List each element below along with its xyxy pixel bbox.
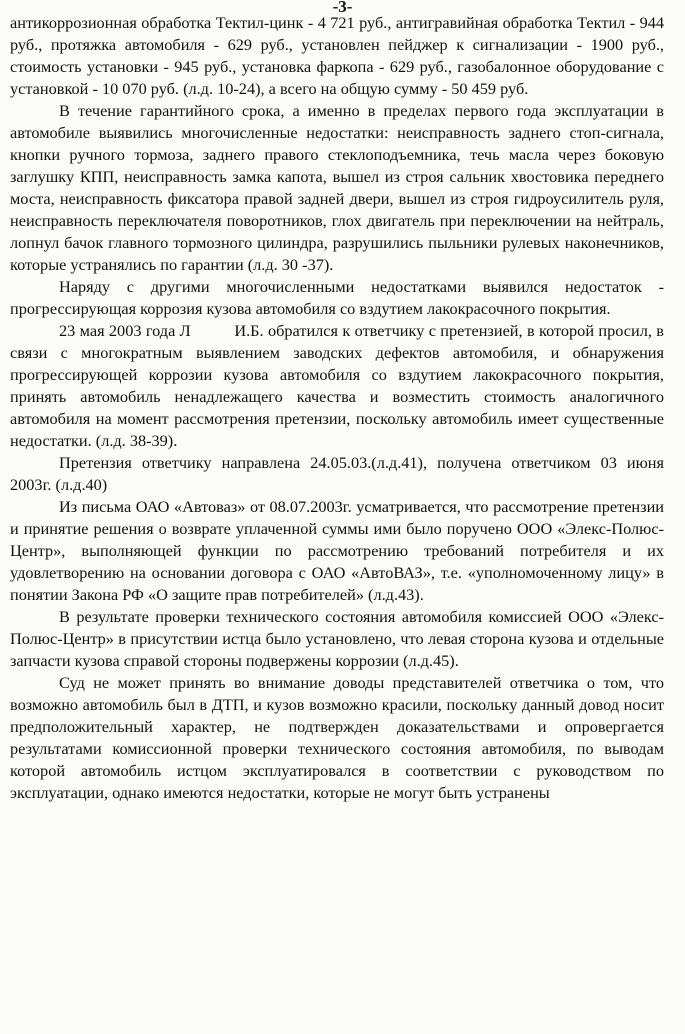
page-number: -3-: [332, 0, 353, 16]
paragraph-5: Претензия ответчику направлена 24.05.03.(л.д.41), получена ответчиком 03 июня 2003г. (л.д.40): [10, 453, 664, 494]
paragraph-6: Из письма ОАО «Автоваз» от 08.07.2003г. усматривается, что рассмотрение претензии и принятие решения о возврате уплаченной суммы ими было поручено ООО «Элекс-Полюс-Центр», выполняющей функции по рассмотрению требований потребителя и их удовлетворению на основании договора с ОАО «АвтоВАЗ», т.е. «уполномоченному лицу» в понятии Закона РФ «О защите прав потребителей» (л.д.43).: [10, 497, 664, 604]
paragraph-4: 23 мая 2003 года Л И.Б. обратился к ответчику с претензией, в которой просил, в связи с многократным выявлением заводских дефектов автомобиля, и обнаружения прогрессирующей коррозии кузова автомобиля со вздутием лакокрасочного покрытия, принять автомобиль ненадлежащего качества и возместить стоимость аналогичного автомобиля на момент рассмотрения претензии, поскольку автомобиль имеет существенные недостатки. (л.д. 38-39).: [10, 321, 669, 450]
document-body: [10, 12, 669, 804]
paragraph-1: антикоррозионная обработка Тектил-цинк - 4 721 руб., антигравийная обработка Тектил - 944 руб., протяжка автомобиля - 629 руб., установлен пейджер к сигнализации - 1900 руб., стоимость установки - 945 руб., установка фаркопа - 629 руб., газобалонное оборудование с установкой - 10 070 руб. (л.д. 10-24), а всего на общую сумму - 50 459 руб.: [10, 13, 664, 98]
paragraph-3: Наряду с другими многочисленными недостатками выявился недостаток - прогрессирующая коррозия кузова автомобиля со вздутием лакокрасочного покрытия.: [10, 277, 664, 318]
paragraph-8: Суд не может принять во внимание доводы представителей ответчика о том, что возможно автомобиль был в ДТП, и кузов возможно красили, поскольку данный довод носит предположительный характер, не подтвержден доказательствами и опровергается результатами комиссионной проверки технического состояния автомобиля, по выводам которой автомобиль истцом эксплуатировался в соответствии с руководством по эксплуатации, однако имеются недостатки, которые не могут быть устранены: [10, 673, 664, 802]
paragraph-7: В результате проверки технического состояния автомобиля комиссией ООО «Элекс-Полюс-Центр» в присутствии истца было установлено, что левая сторона кузова и отдельные запчасти кузова справой стороны подвержены коррозии (л.д.45).: [10, 607, 664, 670]
paragraph-2: В течение гарантийного срока, а именно в пределах первого года эксплуатации в автомобиле выявились многочисленные недостатки: неисправность заднего стоп-сигнала, кнопки ручного тормоза, заднего правого стеклоподъемника, течь масла через боковую заглушку КПП, неисправность замка капота, вышел из строя сальник хвостовика переднего моста, неисправность фиксатора правой задней двери, вышел из строя гидроусилитель руля, неисправность переключателя поворотников, глох двигатель при переключении на нейтраль, лопнул бачок главного тормозного цилиндра, разрушились пыльники рулевых наконечников, которые устранялись по гарантии (л.д. 30 -37).: [10, 101, 664, 274]
